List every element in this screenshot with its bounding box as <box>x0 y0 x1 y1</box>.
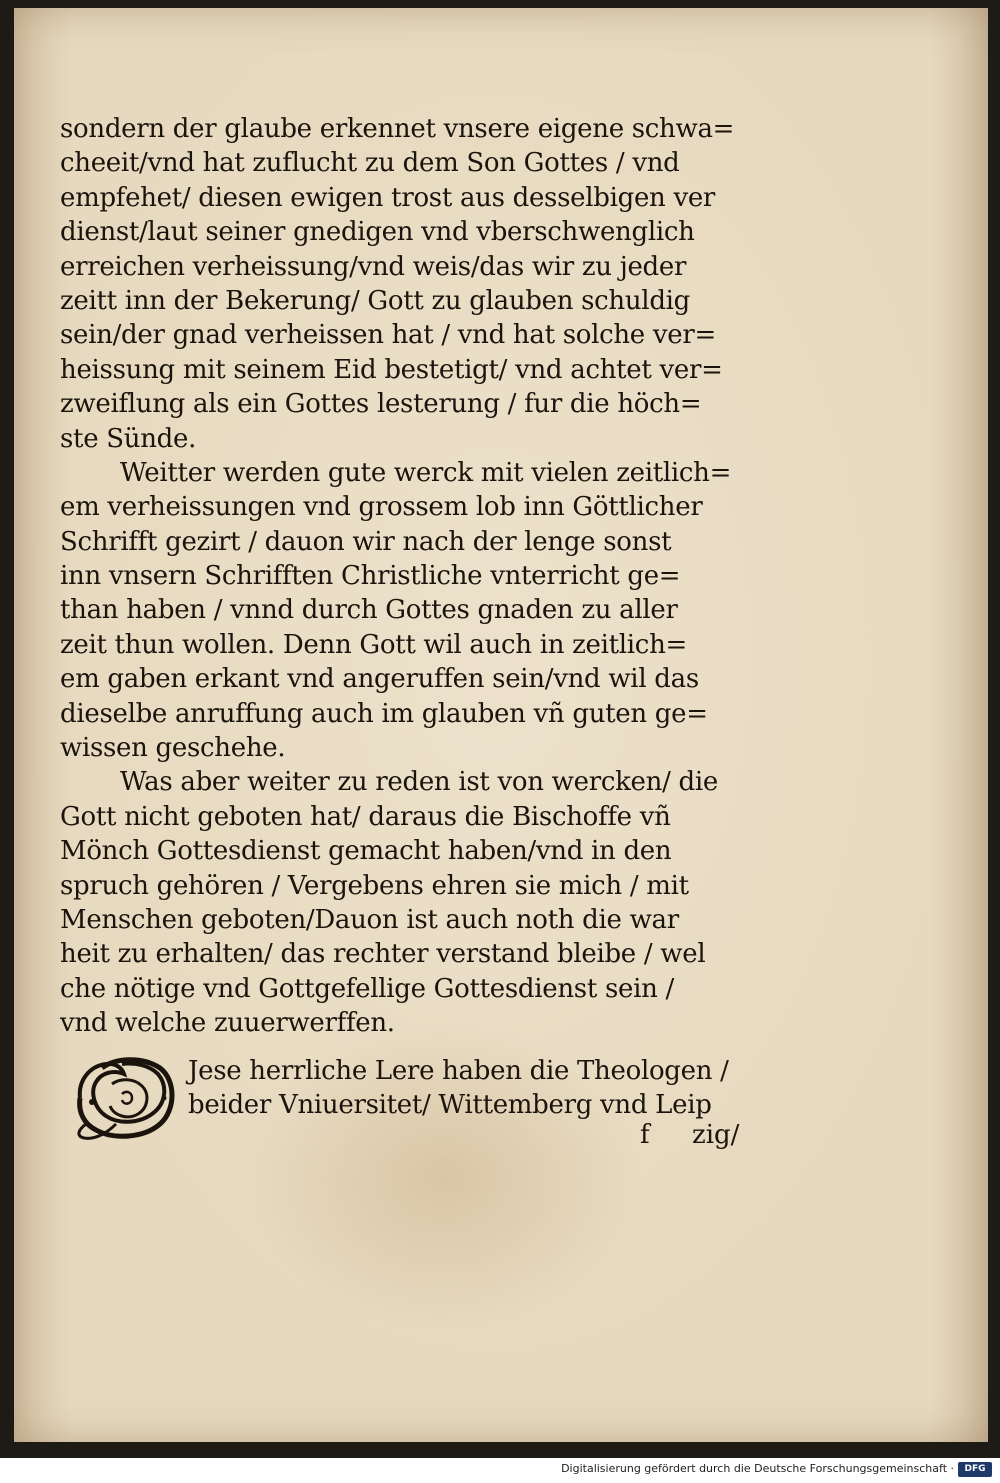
text-line: Gott nicht geboten hat/ daraus die Bischoffe vñ <box>60 801 671 832</box>
text-line: sein/der gnad verheissen hat / vnd hat solche ver= <box>60 320 716 351</box>
text-line: erreichen verheissung/vnd weis/das wir zu jeder <box>60 251 687 282</box>
drop-cap-text <box>188 1054 729 1123</box>
text-line: heissung mit seinem Eid bestetigt/ vnd achtet ver= <box>60 354 723 385</box>
text-line: wissen geschehe. <box>60 733 286 764</box>
body-text <box>60 112 800 1041</box>
catchword: zig/ <box>692 1120 740 1150</box>
text-line: em verheissungen vnd grossem lob inn Göttlicher <box>60 492 703 523</box>
text-line: beider Vniuersitet/ Wittemberg vnd Leip <box>188 1090 712 1121</box>
dfg-logo-icon: DFG <box>958 1462 992 1477</box>
text-line: spruch gehören / Vergebens ehren sie mich / mit <box>60 870 689 901</box>
text-line: ste Sünde. <box>60 423 197 454</box>
text-line: zeitt inn der Bekerung/ Gott zu glauben schuldig <box>60 285 691 316</box>
text-line: che nötige vnd Gottgefellige Gottesdienst sein / <box>60 973 674 1004</box>
text-line: inn vnsern Schrifften Christliche vnterricht ge= <box>60 561 681 592</box>
footer-bar <box>0 1458 1000 1483</box>
decorative-initial-d-icon <box>72 1054 178 1140</box>
text-line: Mönch Gottesdienst gemacht haben/vnd in den <box>60 836 672 867</box>
paragraph-start-line: Was aber weiter zu reden ist von wercken/ die <box>120 767 718 798</box>
text-line: Menschen geboten/Dauon ist auch noth die war <box>60 904 679 935</box>
text-line: heit zu erhalten/ das rechter verstand bleibe / wel <box>60 939 706 970</box>
text-line: Jese herrliche Lere haben die Theologen / <box>188 1056 729 1086</box>
text-line: Schrifft gezirt / dauon wir nach der lenge sonst <box>60 526 672 557</box>
text-line: zeit thun wollen. Denn Gott wil auch in zeitlich= <box>60 629 687 660</box>
text-line: em gaben erkant vnd angeruffen sein/vnd wil das <box>60 664 699 695</box>
text-line: dieselbe anruffung auch im glauben vñ guten ge= <box>60 698 708 729</box>
paragraph-start-line: Weitter werden gute werck mit vielen zeitlich= <box>120 457 732 488</box>
text-line: than haben / vnnd durch Gottes gnaden zu aller <box>60 595 678 626</box>
text-line: vnd welche zuuerwerffen. <box>60 1008 395 1039</box>
signature-mark: f <box>640 1120 650 1150</box>
text-line: cheeit/vnd hat zuflucht zu dem Son Gottes / vnd <box>60 148 680 179</box>
text-line: empfehet/ diesen ewigen trost aus desselbigen ver <box>60 182 716 213</box>
signature-catchword-line <box>640 1118 790 1152</box>
text-line: sondern der glaube erkennet vnsere eigene schwa= <box>60 114 735 144</box>
book-page <box>14 8 988 1442</box>
funding-credit: Digitalisierung gefördert durch die Deutsche Forschungsgemeinschaft · <box>561 1462 954 1475</box>
text-line: zweiflung als ein Gottes lesterung / fur die höch= <box>60 389 702 420</box>
text-line: dienst/laut seiner gnedigen vnd vberschwenglich <box>60 217 695 248</box>
